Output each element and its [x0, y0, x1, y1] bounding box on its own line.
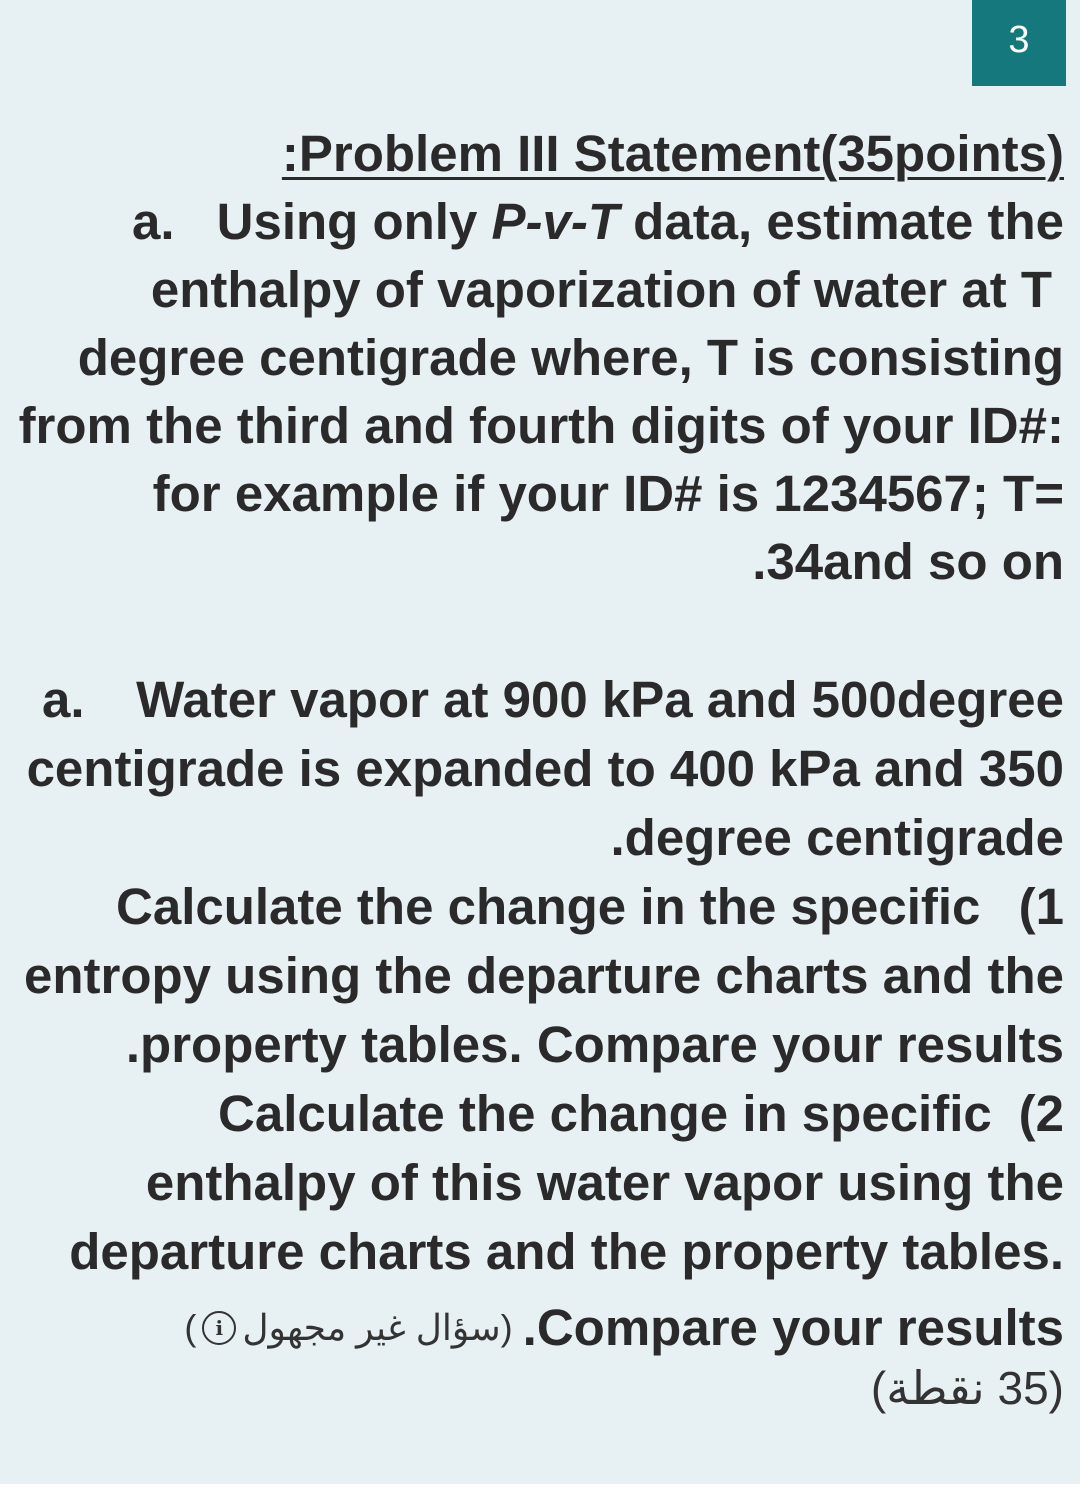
item-1-marker: (1: [1018, 878, 1064, 935]
pvt-term: P-v-T: [491, 193, 620, 250]
part-a1-line-4: from the third and fourth digits of your ID#:: [18, 397, 1064, 454]
item-1-line-1: [116, 877, 1064, 937]
question-number-badge: 3: [972, 0, 1066, 86]
unknown-question-tag[interactable]: [184, 1307, 512, 1349]
tag-open-paren: (: [184, 1307, 197, 1348]
part-a2-line-1-text: Water vapor at 900 kPa and 500degree: [136, 671, 1064, 728]
item-1-line-2: entropy using the departure charts and the: [24, 947, 1064, 1004]
points-label: (35 نقطة): [870, 1362, 1064, 1414]
part-a1-line-6: .34and so on: [752, 533, 1064, 590]
part-a1-marker: a.: [132, 193, 175, 250]
part-a1-line-3: degree centigrade where, T is consisting: [77, 329, 1064, 386]
part-a2-marker: a.: [42, 671, 85, 728]
item-2-text: Calculate the change in specific: [218, 1085, 992, 1142]
item-1-text: Calculate the change in the specific: [116, 878, 981, 935]
part-a1-line-1: [132, 192, 1064, 252]
part-a2-line-3: .degree centigrade: [610, 809, 1064, 866]
item-2-line-2: enthalpy of this water vapor using the: [145, 1154, 1064, 1211]
item-2-line-1: [218, 1084, 1064, 1144]
part-a1-line-2: enthalpy of vaporization of water at T: [150, 261, 1052, 318]
item-1-line-3: .property tables. Compare your results: [125, 1016, 1064, 1073]
item-2-marker: (2: [1018, 1085, 1064, 1142]
item-2-line-4-text: .Compare your results: [522, 1299, 1064, 1356]
part-a1-line-1-prefix: Using only: [216, 193, 492, 250]
problem-title: :Problem III Statement(35points): [281, 125, 1064, 182]
tag-text: سؤال غير مجهول: [242, 1307, 501, 1348]
part-a2-line-2: centigrade is expanded to 400 kPa and 350: [26, 740, 1064, 797]
part-a2-line-1: [42, 670, 1064, 730]
tag-close-paren: ): [500, 1307, 513, 1348]
part-a1-line-1-text: [217, 192, 1064, 252]
info-icon[interactable]: i: [202, 1311, 236, 1345]
item-2-line-3: departure charts and the property tables.: [69, 1223, 1064, 1280]
part-a1-line-5: for example if your ID# is 1234567; T=: [152, 465, 1064, 522]
item-2-line-4: [184, 1298, 1064, 1358]
part-a1-line-1-suffix: data, estimate the: [619, 193, 1064, 250]
